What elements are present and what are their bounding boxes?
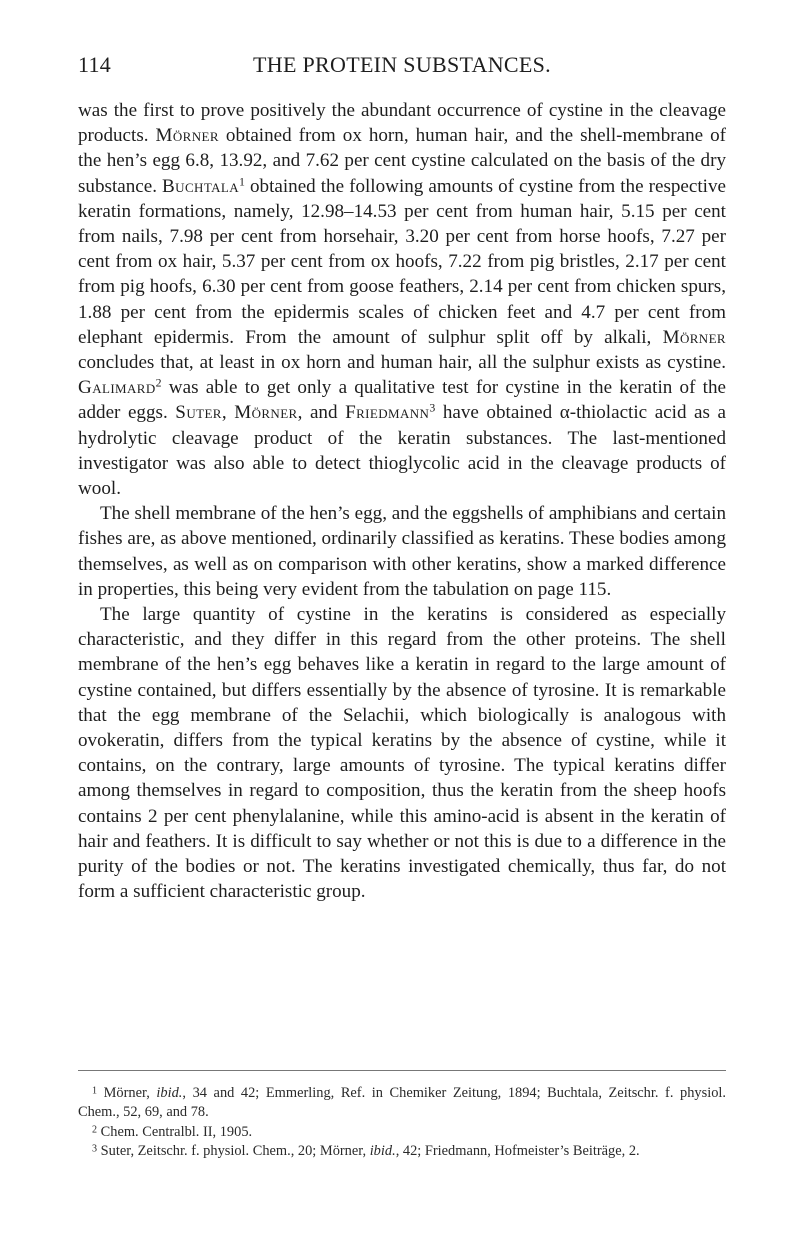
footnote-mark: 2 — [92, 1124, 98, 1136]
footnote-ref: 2 — [155, 375, 162, 390]
page-number: 114 — [78, 52, 112, 77]
author-name: Mörner — [155, 125, 219, 147]
footnote-ref: 1 — [239, 174, 245, 189]
body-text — [78, 98, 726, 905]
page-header — [78, 52, 726, 82]
footnote-1 — [78, 1084, 726, 1123]
footnote-text: Chem. Centralbl. II, 1905. — [97, 1123, 253, 1140]
text-run: concludes that, at least in ox horn and human hair, all the sulphur exists as cystine. — [78, 352, 726, 374]
text-run: obtained the following amounts of cystine from the respective keratin formations, namely, 12.98–14.53 per cent from human hair, 5.15 per cent from nails, 7.98 per cent from horsehair, 3.20 per cent from horse hoofs, 7.27 per cent from ox hair, 5.37 per cent from ox hoofs, 7.22 from pig bristles, 2.17 per cent from pig hoofs, 6.30 per cent from goose feathers, 2.14 per cent from chicken spurs, 1.88 per cent from the epidermis scales of chicken feet and 4.7 per cent from elephant epidermis. From the amount of sulphur split off by alkali, — [78, 175, 726, 348]
text-run: have obtained α-thiolactic acid as a hydrolytic cleavage product of the keratin substances. The last-mentioned investigator was also able to detect thioglycolic acid in the cleavage products of wool. — [78, 402, 726, 500]
author-name: Buchtala — [162, 175, 240, 197]
footnote-text: , 42; Friedmann, Hofmeister’s Beiträge, 2. — [395, 1143, 640, 1160]
footnote-italic: ibid. — [369, 1143, 396, 1160]
footnote-text: , 34 and 42; Emmerling, Ref. in Chemiker Zeitung, 1894; Buchtala, Zeitschr. f. physiol. Chem., 52, 69, and 78. — [78, 1085, 726, 1121]
text-run: was able to get only a qualitative test for cystine in the keratin of the adder eggs. — [78, 377, 726, 424]
footnote-2 — [78, 1123, 726, 1142]
footnote-italic: ibid. — [156, 1085, 183, 1101]
text-run: , — [221, 402, 235, 424]
text-run: , and — [297, 402, 346, 424]
footnote-ref: 3 — [429, 400, 436, 415]
text-run: obtained from ox horn, human hair, and the shell-membrane of the hen’s egg 6.8, 13.92, and 7.62 per cent cystine calculated on the basis of the dry substance. — [78, 125, 726, 197]
author-name: Mörner — [234, 402, 298, 424]
paragraph-2: The shell membrane of the hen’s egg, and the eggshells of amphibians and certain fishes are, as above mentioned, ordinarily classified as keratins. These bodies among themselves, as well as on comparison with other keratins, show a marked difference in properties, this being very evident from the tabulation on page 115. — [78, 503, 726, 600]
footnote-mark: 1 — [92, 1085, 98, 1097]
author-name: Suter — [175, 402, 222, 424]
footnote-mark: 3 — [92, 1143, 98, 1155]
running-title: THE PROTEIN SUBSTANCES. — [253, 52, 551, 77]
footnote-3 — [78, 1142, 726, 1161]
author-name: Galimard — [78, 377, 156, 399]
text-run: was the first to prove positively the abundant occurrence of cystine in the cleavage products. — [78, 100, 726, 147]
author-name: Mörner — [662, 326, 726, 348]
author-name: Friedmann — [345, 402, 430, 424]
footnote-divider — [78, 1070, 726, 1071]
footnote-text: Suter, Zeitschr. f. physiol. Chem., 20; Mörner, — [97, 1143, 370, 1160]
footnotes — [78, 1084, 726, 1162]
paragraph-1 — [78, 98, 726, 501]
footnote-text: Mörner, — [97, 1085, 157, 1101]
paragraph-3: The large quantity of cystine in the keratins is considered as especially characteristic, and they differ in this regard from the other proteins. The shell membrane of the hen’s egg behaves like a keratin in regard to the large amount of cystine contained, but differs essentially by the absence of tyrosine. It is remarkable that the egg membrane of the Selachii, which biologically is analogous with ovokeratin, differs from the typical keratins by the absence of cystine, while it contains, on the contrary, large amounts of tyrosine. The typical keratins differ among themselves in regard to composition, thus the keratin from the sheep hoofs contains 2 per cent phenylalanine, while this amino-acid is absent in the keratin of hair and feathers. It is difficult to say whether or not this is due to a difference in the purity of the bodies or not. The keratins investigated chemically, thus far, do not form a sufficient characteristic group. — [78, 604, 726, 903]
